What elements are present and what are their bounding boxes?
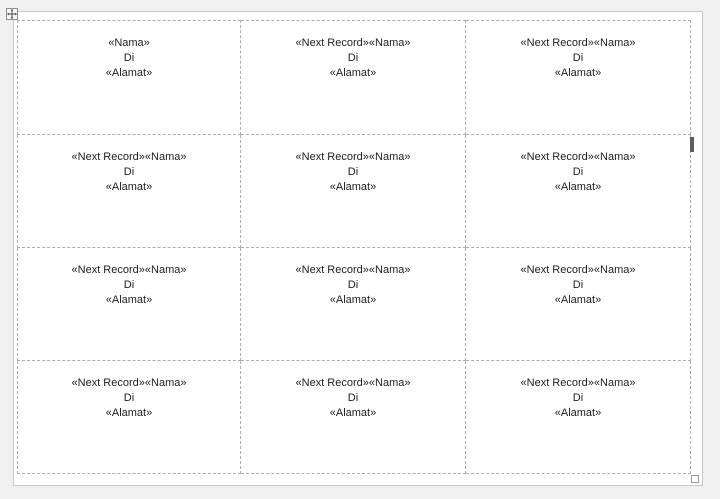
merge-field-line: «Alamat» — [329, 294, 377, 306]
merge-field-line: «Next Record»«Nama» — [295, 151, 411, 163]
label-table — [17, 20, 691, 474]
merge-field-line: «Next Record»«Nama» — [295, 264, 411, 276]
label-cell[interactable] — [466, 248, 691, 361]
merge-field-line: «Next Record»«Nama» — [295, 37, 411, 49]
label-cell[interactable] — [18, 361, 241, 474]
label-cell[interactable] — [18, 21, 241, 135]
table-resize-handle[interactable] — [691, 475, 699, 483]
merge-field-line: «Alamat» — [329, 181, 377, 193]
table-row — [18, 135, 691, 248]
merge-field-line: Di — [123, 279, 135, 291]
merge-field-line: «Alamat» — [554, 294, 602, 306]
merge-field-line: Di — [572, 166, 584, 178]
label-cell[interactable] — [18, 248, 241, 361]
merge-field-line: «Alamat» — [554, 67, 602, 79]
table-row — [18, 248, 691, 361]
merge-field-line: «Alamat» — [105, 181, 153, 193]
table-move-handle[interactable] — [6, 8, 18, 20]
merge-field-line: «Alamat» — [105, 294, 153, 306]
merge-field-line: «Next Record»«Nama» — [71, 151, 187, 163]
merge-field-line: «Next Record»«Nama» — [520, 151, 636, 163]
merge-field-line: «Alamat» — [554, 181, 602, 193]
merge-field-line: «Next Record»«Nama» — [520, 37, 636, 49]
label-cell[interactable] — [466, 21, 691, 135]
merge-field-line: «Next Record»«Nama» — [295, 377, 411, 389]
merge-field-line: Di — [572, 392, 584, 404]
merge-field-line: Di — [123, 392, 135, 404]
merge-field-line: Di — [347, 392, 359, 404]
merge-field-line: Di — [123, 52, 135, 64]
label-cell[interactable] — [466, 361, 691, 474]
table-row — [18, 21, 691, 135]
label-cell[interactable] — [241, 248, 466, 361]
merge-field-line: «Next Record»«Nama» — [520, 264, 636, 276]
merge-field-line: «Nama» — [108, 37, 150, 49]
merge-field-line: Di — [123, 166, 135, 178]
merge-field-line: «Alamat» — [105, 407, 153, 419]
label-cell[interactable] — [241, 361, 466, 474]
label-cell[interactable] — [466, 135, 691, 248]
merge-field-line: «Alamat» — [329, 407, 377, 419]
merge-field-line: «Next Record»«Nama» — [520, 377, 636, 389]
merge-field-line: Di — [572, 279, 584, 291]
label-cell[interactable] — [241, 21, 466, 135]
merge-field-line: Di — [347, 279, 359, 291]
merge-field-line: «Alamat» — [329, 67, 377, 79]
merge-field-line: Di — [347, 166, 359, 178]
merge-field-line: Di — [347, 52, 359, 64]
table-right-edge-marker — [690, 137, 694, 152]
merge-field-line: Di — [572, 52, 584, 64]
move-cross-icon — [7, 9, 17, 19]
table-row — [18, 361, 691, 474]
label-cell[interactable] — [241, 135, 466, 248]
merge-field-line: «Next Record»«Nama» — [71, 264, 187, 276]
merge-field-line: «Alamat» — [554, 407, 602, 419]
label-cell[interactable] — [18, 135, 241, 248]
merge-field-line: «Alamat» — [105, 67, 153, 79]
merge-field-line: «Next Record»«Nama» — [71, 377, 187, 389]
document-page[interactable] — [13, 11, 703, 486]
